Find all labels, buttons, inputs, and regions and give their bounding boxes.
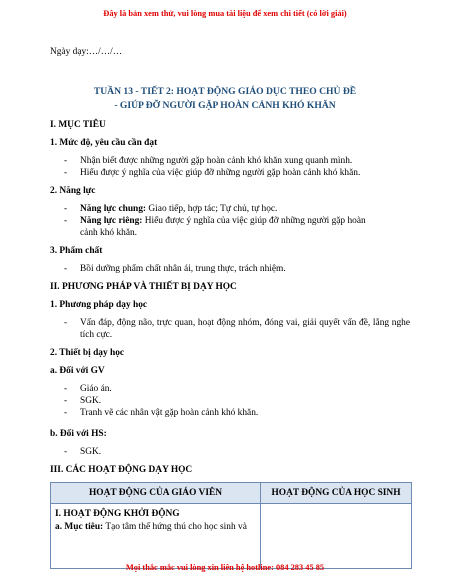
date-line: Ngày dạy:…/…/… xyxy=(50,47,123,57)
section-objectives: I. MỤC TIÊU xyxy=(50,120,106,130)
lesson-title-line2: - GIÚP ĐỠ NGƯỜI GẶP HOÀN CẢNH KHÓ KHĂN xyxy=(114,100,336,111)
subsection-requirements: 1. Mức độ, yêu cầu cần đạt xyxy=(50,138,158,148)
bullet-dash: - xyxy=(64,156,68,166)
bullet-dash: - xyxy=(64,318,68,328)
bullet-dash: - xyxy=(64,384,68,394)
section-methods: II. PHƯƠNG PHÁP VÀ THIẾT BỊ DẠY HỌC xyxy=(50,282,237,292)
specific-competence xyxy=(80,215,366,227)
bullet-dash: - xyxy=(64,216,68,226)
specific-competence-label: Năng lực riêng: xyxy=(80,216,143,226)
student-activity-cell xyxy=(261,504,412,569)
subsection-qualities: 3. Phẩm chất xyxy=(50,246,103,256)
preview-notice: Đây là bản xem thử, vui lòng mua tài liệu để xem chi tiết (có lời giải) xyxy=(103,9,347,18)
specific-competence-text: Hiểu được ý nghĩa của việc giúp đỡ những người gặp hoàn xyxy=(142,216,366,226)
bullet-dash: - xyxy=(64,168,68,178)
column-header-student: HOẠT ĐỘNG CỦA HỌC SINH xyxy=(261,483,412,504)
teacher-equipment-item: Giáo án. xyxy=(80,384,112,394)
teaching-methods-item: Vấn đáp, động não, trực quan, hoạt động nhóm, đóng vai, giải quyết vấn đề, lắng nghe tích cực. xyxy=(80,318,410,340)
activity-goal-text: Tạo tâm thế hứng thú cho học sinh và xyxy=(103,522,247,532)
qualities-item: Bồi dưỡng phẩm chất nhân ái, trung thực, trách nhiệm. xyxy=(80,264,286,274)
teacher-equipment-item: SGK. xyxy=(80,396,102,406)
section-activities: III. CÁC HOẠT ĐỘNG DẠY HỌC xyxy=(50,465,193,475)
teacher-activity-cell xyxy=(51,504,261,569)
general-competence xyxy=(80,203,277,215)
student-equipment-item: SGK. xyxy=(80,447,102,457)
subsection-teaching-methods: 1. Phương pháp dạy học xyxy=(50,300,148,310)
activity-goal xyxy=(55,521,256,534)
lesson-title-line1: TUẦN 13 - TIẾT 2: HOẠT ĐỘNG GIÁO DỤC THEO CHỦ ĐỀ xyxy=(93,86,357,97)
general-competence-label: Năng lực chung: xyxy=(80,204,147,214)
activities-table xyxy=(50,482,412,569)
requirement-item: Nhận biết được những người gặp hoàn cảnh khó khăn xung quanh mình. xyxy=(80,156,353,166)
subsection-student-equipment: b. Đối với HS: xyxy=(50,429,107,439)
column-header-teacher: HOẠT ĐỘNG CỦA GIÁO VIÊN xyxy=(51,483,261,504)
specific-competence-cont: cảnh khó khăn. xyxy=(80,228,138,238)
teacher-equipment-item: Tranh vẽ các nhân vật gặp hoàn cảnh khó khăn. xyxy=(80,408,259,418)
activity-goal-label: a. Mục tiêu: xyxy=(55,522,104,532)
requirement-item: Hiểu được ý nghĩa của việc giúp đỡ những người gặp hoàn cảnh khó khăn. xyxy=(80,168,361,178)
subsection-teacher-equipment: a. Đối với GV xyxy=(50,366,105,376)
activity-heading: I. HOẠT ĐỘNG KHỞI ĐỘNG xyxy=(55,509,180,519)
bullet-dash: - xyxy=(64,264,68,274)
subsection-equipment: 2. Thiết bị dạy học xyxy=(50,348,125,358)
hotline-notice: Mọi thắc mắc vui lòng xin liên hệ hotline: 084 283 45 85 xyxy=(125,563,325,572)
bullet-dash: - xyxy=(64,396,68,406)
subsection-competence: 2. Năng lực xyxy=(50,186,96,196)
bullet-dash: - xyxy=(64,447,68,457)
bullet-dash: - xyxy=(64,408,68,418)
bullet-dash: - xyxy=(64,204,68,214)
general-competence-text: Giao tiếp, hợp tác; Tự chủ, tự học. xyxy=(146,204,278,214)
